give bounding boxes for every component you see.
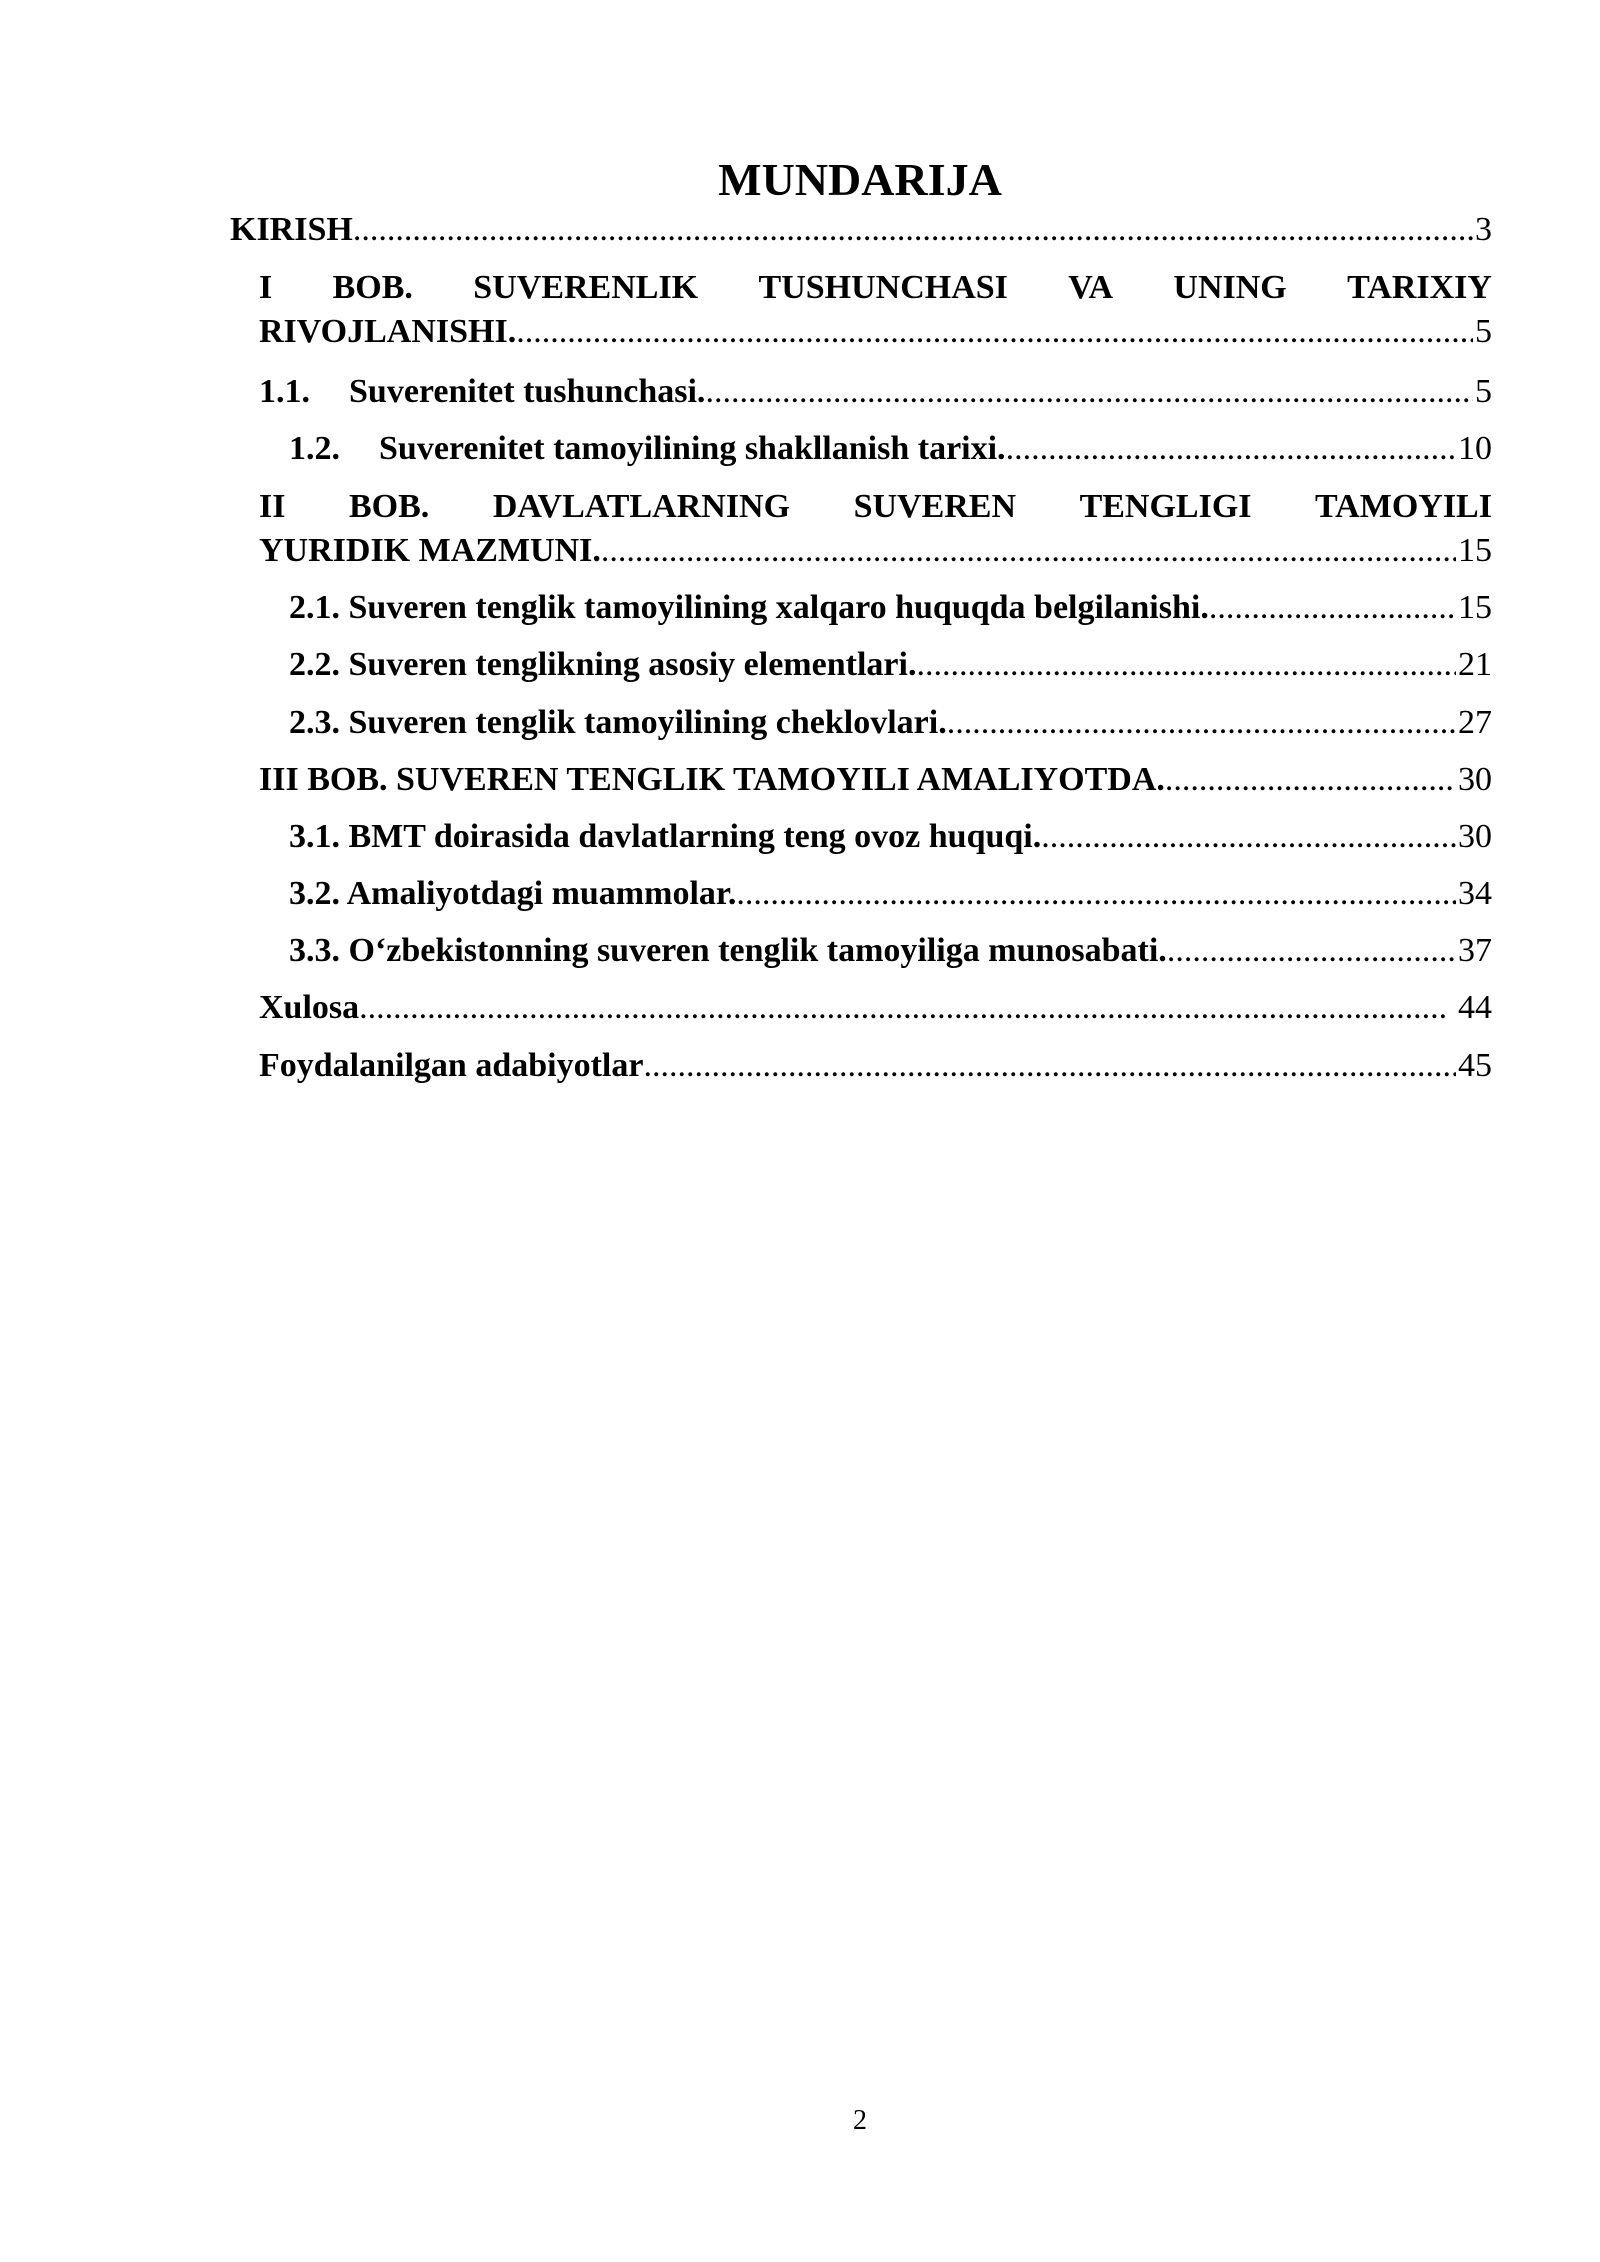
toc-label: KIRISH <box>230 211 353 248</box>
page-number-footer: 2 <box>853 2105 867 2136</box>
toc-entry-2-3 <box>289 701 1492 745</box>
heading-word: TENGLIGI <box>1079 488 1252 525</box>
toc-page-number: 30 <box>1458 818 1492 855</box>
toc-entry-2-2 <box>289 643 1492 687</box>
heading-word: TUSHUNCHASI <box>758 269 1008 306</box>
toc-section-number: 1.1. <box>259 373 310 410</box>
toc-page-number: 30 <box>1458 761 1492 798</box>
toc-leader-dots <box>736 872 1456 916</box>
toc-page-number: 3 <box>1475 211 1492 248</box>
toc-leader-dots <box>947 701 1456 745</box>
toc-entry-3-3 <box>289 929 1492 973</box>
toc-label: 2.1. Suveren tenglik tamoyilining xalqaro huquqda belgilanishi. <box>289 589 1209 626</box>
toc-entry-2-1 <box>289 586 1492 630</box>
toc-label: III BOB. SUVEREN TENGLIK TAMOYILI AMALIYOTDA. <box>259 761 1165 798</box>
heading-word: SUVERENLIK <box>473 269 699 306</box>
toc-leader-dots <box>1165 758 1456 802</box>
toc-entry-bob-1 <box>259 266 1492 354</box>
heading-word: DAVLATLARNING <box>492 488 791 525</box>
toc-entry-bob-3 <box>259 758 1492 802</box>
toc-entry-adabiyotlar <box>259 1044 1492 1088</box>
toc-entry-1-1 <box>259 370 1492 414</box>
toc-leader-dots <box>1006 427 1456 471</box>
toc-page-number: 37 <box>1458 932 1492 969</box>
toc-leader-dots <box>643 1044 1456 1088</box>
toc-leader-dots <box>516 310 1473 354</box>
toc-leader-dots <box>1209 586 1456 630</box>
toc-label: YURIDIK MAZMUNI. <box>259 532 601 569</box>
toc-leader-dots <box>916 643 1456 687</box>
toc-label: Suverenitet tushunchasi. <box>349 373 706 410</box>
toc-label: Foydalanilgan adabiyotlar <box>259 1047 644 1084</box>
toc-page-number: 45 <box>1458 1047 1492 1084</box>
toc-page-number: 21 <box>1458 646 1492 683</box>
toc-label: Suverenitet tamoyilining shakllanish tarixi. <box>379 430 1006 467</box>
heading-word: TAMOYILI <box>1315 488 1492 525</box>
toc-label: 2.3. Suveren tenglik tamoyilining cheklovlari. <box>289 704 947 741</box>
toc-leader-dots <box>359 986 1447 1030</box>
heading-word: I <box>259 269 273 306</box>
toc-leader-dots <box>1167 929 1456 973</box>
toc-label: Xulosa <box>259 989 360 1026</box>
toc-page-number: 27 <box>1458 704 1492 741</box>
heading-word: II <box>259 488 286 525</box>
toc-section-number: 1.2. <box>289 430 340 467</box>
toc-leader-dots <box>601 529 1456 573</box>
toc-page-number: 15 <box>1458 532 1492 569</box>
toc-entry-xulosa <box>259 986 1492 1030</box>
heading-word: BOB. <box>348 488 430 525</box>
toc-leader-dots <box>705 370 1473 414</box>
toc-entry-3-1 <box>289 815 1492 859</box>
heading-word: BOB. <box>332 269 413 306</box>
toc-entry-1-2 <box>289 427 1492 471</box>
heading-word: UNING <box>1173 269 1287 306</box>
heading-word: SUVEREN <box>853 488 1017 525</box>
toc-page-number: 10 <box>1458 430 1492 467</box>
toc-page-number: 44 <box>1449 989 1492 1026</box>
toc-label: 3.2. Amaliyotdagi muammolar. <box>289 875 737 912</box>
toc-entry-3-2 <box>289 872 1492 916</box>
heading-word: TARIXIY <box>1347 269 1492 306</box>
toc-page-number: 5 <box>1475 313 1492 350</box>
toc-label: 3.1. BMT doirasida davlatlarning teng ovoz huquqi. <box>289 818 1042 855</box>
toc-justified-heading <box>259 485 1492 529</box>
toc-page-number: 34 <box>1458 875 1492 912</box>
toc-page-number: 5 <box>1475 373 1492 410</box>
toc-justified-heading <box>259 266 1492 310</box>
toc-leader-dots <box>1041 815 1456 859</box>
toc-page-number: 15 <box>1458 589 1492 626</box>
toc-entry-kirish <box>230 208 1492 252</box>
toc-label: RIVOJLANISHI. <box>259 313 517 350</box>
toc-label: 2.2. Suveren tenglikning asosiy elementlari. <box>289 646 917 683</box>
page-title: MUNDARIJA <box>718 154 1002 205</box>
toc-entry-bob-2 <box>259 485 1492 573</box>
toc-leader-dots <box>353 208 1473 252</box>
heading-word: VA <box>1068 269 1114 306</box>
toc-label: 3.3. O‘zbekistonning suveren tenglik tamoyiliga munosabati. <box>289 932 1167 969</box>
